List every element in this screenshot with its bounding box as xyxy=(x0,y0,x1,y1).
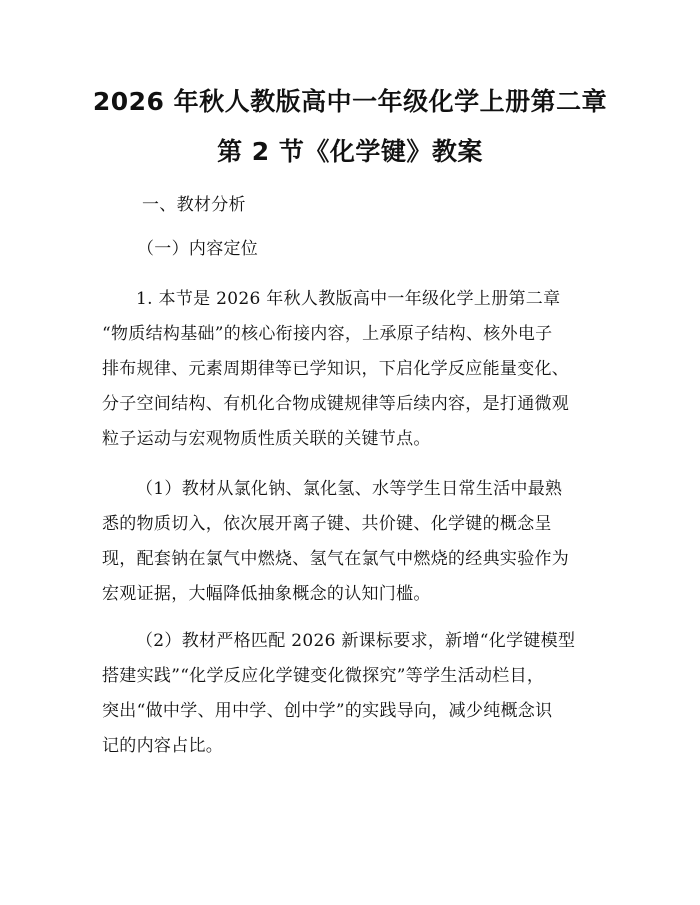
paragraph-1 xyxy=(102,282,602,457)
paragraph-line: 突出“做中学、用中学、创中学”的实践导向，减少纯概念识 xyxy=(102,701,553,721)
paragraph-line: 1. 本节是 2026 年秋人教版高中一年级化学上册第二章 xyxy=(136,289,561,309)
paragraph-line: 粒子运动与宏观物质性质关联的关键节点。 xyxy=(102,429,431,449)
paragraph-line: 记的内容占比。 xyxy=(102,736,224,756)
paragraph-line: 宏观证据，大幅降低抽象概念的认知门槛。 xyxy=(102,584,431,604)
document-title-line-2: 第 2 节《化学键》教案 xyxy=(217,137,483,166)
section-heading: 一、教材分析 xyxy=(142,195,246,215)
paragraph-line: 现，配套钠在氯气中燃烧、氢气在氯气中燃烧的经典实验作为 xyxy=(102,549,570,569)
paragraph-line: 分子空间结构、有机化合物成键规律等后续内容，是打通微观 xyxy=(102,394,570,414)
paragraph-3 xyxy=(102,624,602,764)
paragraph-line: （1）教材从氯化钠、氯化氢、水等学生日常生活中最熟 xyxy=(136,479,563,499)
subsection-heading: （一）内容定位 xyxy=(137,239,259,259)
paragraph-line: 排布规律、元素周期律等已学知识，下启化学反应能量变化、 xyxy=(102,359,570,379)
document-title-line-1: 2026 年秋人教版高中一年级化学上册第二章 xyxy=(92,87,608,116)
paragraph-line: “物质结构基础”的核心衔接内容，上承原子结构、核外电子 xyxy=(102,324,553,344)
paragraph-2 xyxy=(102,472,602,612)
paragraph-line: 悉的物质切入，依次展开离子键、共价键、化学键的概念呈 xyxy=(102,514,552,534)
paragraph-line: （2）教材严格匹配 2026 新课标要求，新增“化学键模型 xyxy=(136,631,576,651)
paragraph-line: 搭建实践”“化学反应化学键变化微探究”等学生活动栏目， xyxy=(102,666,545,686)
